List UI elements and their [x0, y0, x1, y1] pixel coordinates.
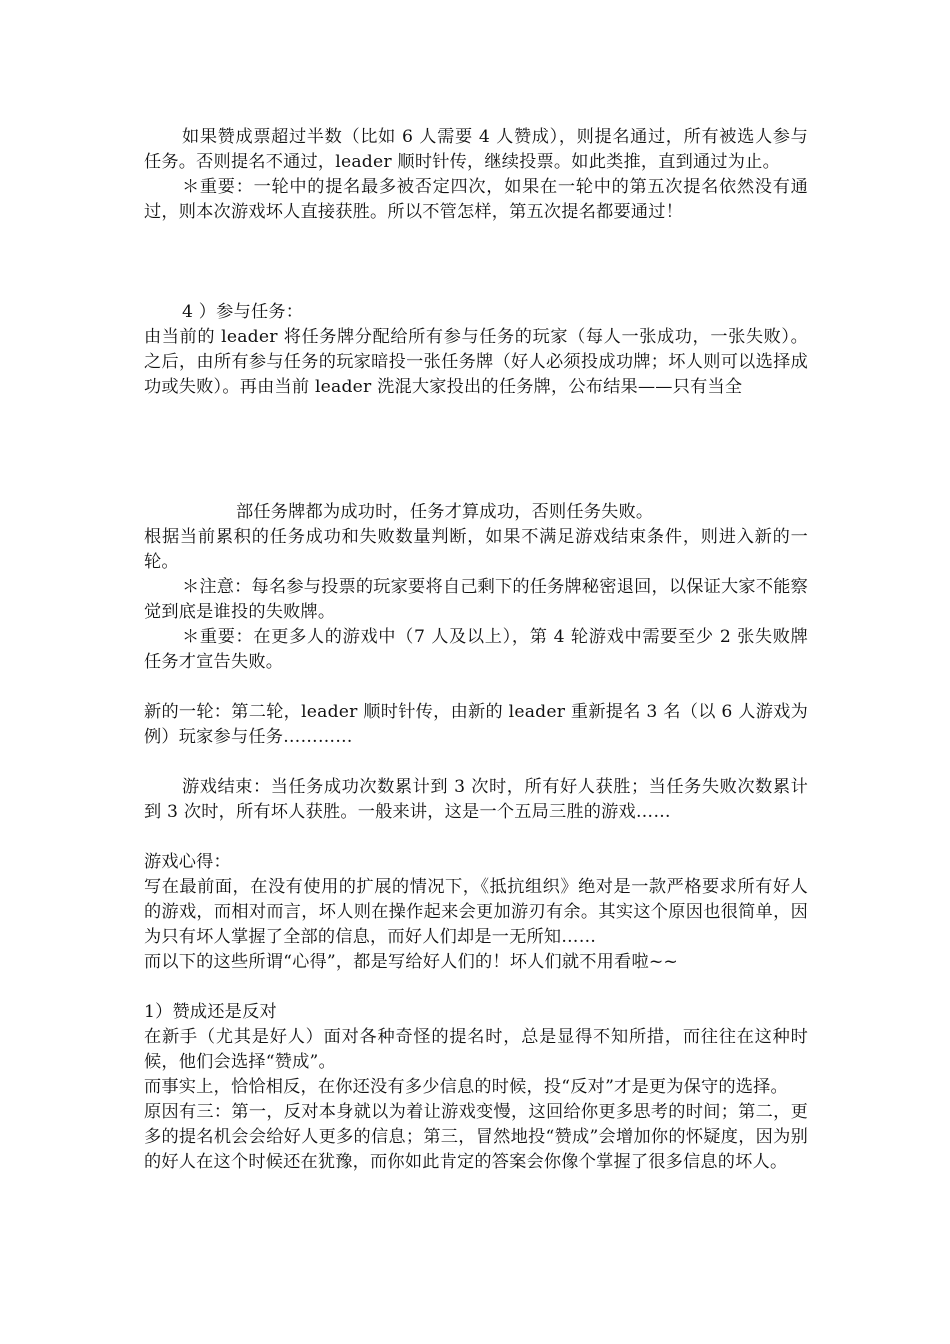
heading-mission: 4 ）参与任务：: [182, 302, 304, 322]
paragraph-important-fifth-nomination: ＊重要：一轮中的提名最多被否定四次，如果在一轮中的第五次提名依然没有通过，则本次游戏坏人直接获胜。所以不管怎样，第五次提名都要通过！: [144, 177, 808, 222]
paragraph-mission-cards: 由当前的 leader 将任务牌分配给所有参与任务的玩家（每人一张成功，一张失败）。之后，由所有参与任务的玩家暗投一张任务牌（好人必须投成功牌；坏人则可以选择成功或失败）。再由当前 leader 洗混大家投出的任务牌，公布结果——只有当全: [144, 327, 808, 397]
paragraph-new-round: 新的一轮：第二轮，leader 顺时针传，由新的 leader 重新提名 3 名（以 6 人游戏为例）玩家参与任务…………: [144, 702, 808, 747]
paragraph-reject-conservative: 而事实上，恰恰相反，在你还没有多少信息的时候，投“反对”才是更为保守的选择。: [144, 1077, 788, 1097]
paragraph-tips-intro: 写在最前面，在没有使用的扩展的情况下，《抵抗组织》绝对是一款严格要求所有好人的游戏，而相对而言，坏人则在操作起来会更加游刃有余。其实这个原因也很简单，因为只有坏人掌握了全部的信息，而好人们却是一无所知……: [144, 877, 808, 947]
paragraph-tips-audience: 而以下的这些所谓“心得”，都是写给好人们的！坏人们就不用看啦~~: [144, 952, 679, 972]
paragraph-vote-pass: 如果赞成票超过半数（比如 6 人需要 4 人赞成），则提名通过，所有被选人参与任务。否则提名不通过，leader 顺时针传，继续投票。如此类推，直到通过为止。: [144, 127, 808, 172]
paragraph-next-round-condition: 根据当前累积的任务成功和失败数量判断，如果不满足游戏结束条件，则进入新的一轮。: [144, 527, 808, 572]
heading-game-tips: 游戏心得：: [144, 852, 231, 872]
heading-approve-or-reject: 1）赞成还是反对: [144, 1002, 277, 1022]
paragraph-mission-result: 部任务牌都为成功时，任务才算成功，否则任务失败。: [236, 502, 654, 522]
paragraph-game-end: 游戏结束：当任务成功次数累计到 3 次时，所有好人获胜；当任务失败次数累计到 3 次时，所有坏人获胜。一般来讲，这是一个五局三胜的游戏……: [144, 777, 808, 822]
paragraph-note-return-cards: ＊注意：每名参与投票的玩家要将自己剩下的任务牌秘密退回，以保证大家不能察觉到底是谁投的失败牌。: [144, 577, 808, 622]
paragraph-important-round-four: ＊重要：在更多人的游戏中（7 人及以上），第 4 轮游戏中需要至少 2 张失败牌任务才宣告失败。: [144, 627, 808, 672]
rules-section-nomination: [144, 125, 808, 225]
paragraph-newbie-approve: 在新手（尤其是好人）面对各种奇怪的提名时，总是显得不知所措，而往往在这种时候，他们会选择“赞成”。: [144, 1027, 808, 1072]
rules-section-mission: [144, 300, 808, 400]
paragraph-three-reasons: 原因有三：第一，反对本身就以为着让游戏变慢，这回给你更多思考的时间；第二，更多的提名机会会给好人更多的信息；第三，冒然地投“赞成”会增加你的怀疑度，因为别的好人在这个时候还在犹豫，而你如此肯定的答案会你像个掌握了很多信息的坏人。: [144, 1102, 808, 1172]
rules-section-mission-result: [144, 500, 808, 1175]
